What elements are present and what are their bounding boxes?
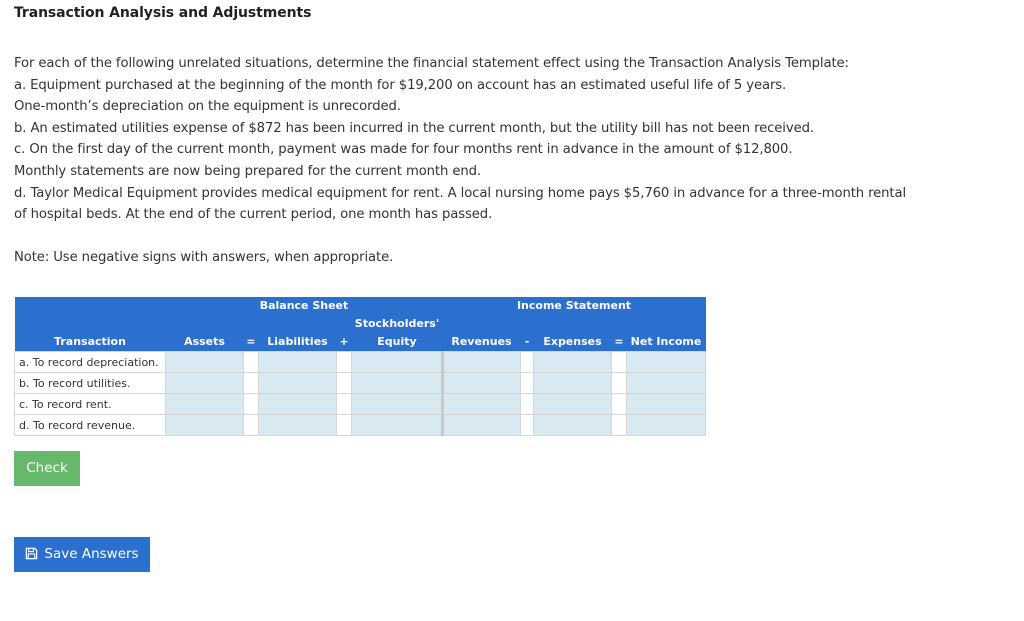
equity-input[interactable]: [352, 352, 443, 373]
col-equity: Equity: [352, 333, 443, 352]
instruction-line: b. An estimated utilities expense of $872 has been incurred in the current month, but the utility bill has not been received.: [14, 120, 814, 136]
page-title: Transaction Analysis and Adjustments: [14, 5, 312, 21]
header-blank-2: [15, 315, 352, 333]
plus-sign: +: [337, 333, 352, 352]
cell-gap: [521, 373, 534, 394]
net-income-input[interactable]: [627, 373, 706, 394]
liabilities-input[interactable]: [259, 373, 337, 394]
note: Note: Use negative signs with answers, when appropriate.: [14, 250, 394, 265]
cell-gap: [337, 373, 352, 394]
revenues-input[interactable]: [443, 415, 521, 436]
table-row: [15, 373, 706, 394]
equity-input[interactable]: [352, 415, 443, 436]
assets-input[interactable]: [166, 352, 244, 373]
save-label: Save Answers: [44, 546, 139, 562]
expenses-input[interactable]: [534, 352, 612, 373]
cell-gap: [612, 415, 627, 436]
net-income-input[interactable]: [627, 352, 706, 373]
balance-sheet-header: Balance Sheet: [166, 297, 443, 315]
header-blank: [15, 297, 166, 315]
cell-gap: [337, 352, 352, 373]
income-statement-header: Income Statement: [443, 297, 706, 315]
assets-input[interactable]: [166, 394, 244, 415]
assets-input[interactable]: [166, 373, 244, 394]
cell-gap: [244, 352, 259, 373]
col-liabilities: Liabilities: [259, 333, 337, 352]
instruction-line: of hospital beds. At the end of the current period, one month has passed.: [14, 207, 493, 223]
liabilities-input[interactable]: [259, 352, 337, 373]
liabilities-input[interactable]: [259, 415, 337, 436]
col-net-income: Net Income: [627, 333, 706, 352]
cell-gap: [521, 394, 534, 415]
cell-gap: [244, 415, 259, 436]
minus-sign: -: [521, 333, 534, 352]
table-row: [15, 394, 706, 415]
expenses-input[interactable]: [534, 415, 612, 436]
row-label: c. To record rent.: [15, 394, 166, 415]
assets-input[interactable]: [166, 415, 244, 436]
net-income-input[interactable]: [627, 394, 706, 415]
cell-gap: [244, 394, 259, 415]
cell-gap: [521, 352, 534, 373]
col-expenses: Expenses: [534, 333, 612, 352]
revenues-input[interactable]: [443, 352, 521, 373]
cell-gap: [337, 415, 352, 436]
cell-gap: [612, 352, 627, 373]
col-transaction: Transaction: [15, 333, 166, 352]
cell-gap: [612, 394, 627, 415]
instruction-line: a. Equipment purchased at the beginning of the month for $19,200 on account has an estimated useful life of 5 years.: [14, 77, 787, 93]
instructions: [14, 53, 954, 226]
instruction-line: d. Taylor Medical Equipment provides medical equipment for rent. A local nursing home pays $5,760 in advance for a three-month rental: [14, 185, 907, 201]
table-row: [15, 415, 706, 436]
col-assets: Assets: [166, 333, 244, 352]
equity-input[interactable]: [352, 394, 443, 415]
instruction-line: For each of the following unrelated situations, determine the financial statement effect using the Transaction Analysis Template:: [14, 56, 849, 71]
expenses-input[interactable]: [534, 394, 612, 415]
check-button[interactable]: Check: [14, 451, 80, 486]
header-blank-3: [443, 315, 706, 333]
revenues-input[interactable]: [443, 373, 521, 394]
instruction-line: c. On the first day of the current month, payment was made for four months rent in advance in the amount of $12,800.: [14, 142, 793, 158]
transaction-analysis-table: [14, 297, 706, 436]
net-income-input[interactable]: [627, 415, 706, 436]
liabilities-input[interactable]: [259, 394, 337, 415]
instruction-line: One-month’s depreciation on the equipment is unrecorded.: [14, 99, 401, 115]
cell-gap: [521, 415, 534, 436]
equals-sign-2: =: [612, 333, 627, 352]
instruction-line: Monthly statements are now being prepared for the current month end.: [14, 163, 481, 179]
save-icon: [25, 547, 38, 560]
revenues-input[interactable]: [443, 394, 521, 415]
cell-gap: [244, 373, 259, 394]
equity-input[interactable]: [352, 373, 443, 394]
row-label: a. To record depreciation.: [15, 352, 166, 373]
col-revenues: Revenues: [443, 333, 521, 352]
cell-gap: [337, 394, 352, 415]
stockholders-header: Stockholders': [352, 315, 443, 333]
equals-sign: =: [244, 333, 259, 352]
expenses-input[interactable]: [534, 373, 612, 394]
cell-gap: [612, 373, 627, 394]
save-answers-button[interactable]: [14, 537, 150, 572]
row-label: d. To record revenue.: [15, 415, 166, 436]
table-row: [15, 352, 706, 373]
row-label: b. To record utilities.: [15, 373, 166, 394]
